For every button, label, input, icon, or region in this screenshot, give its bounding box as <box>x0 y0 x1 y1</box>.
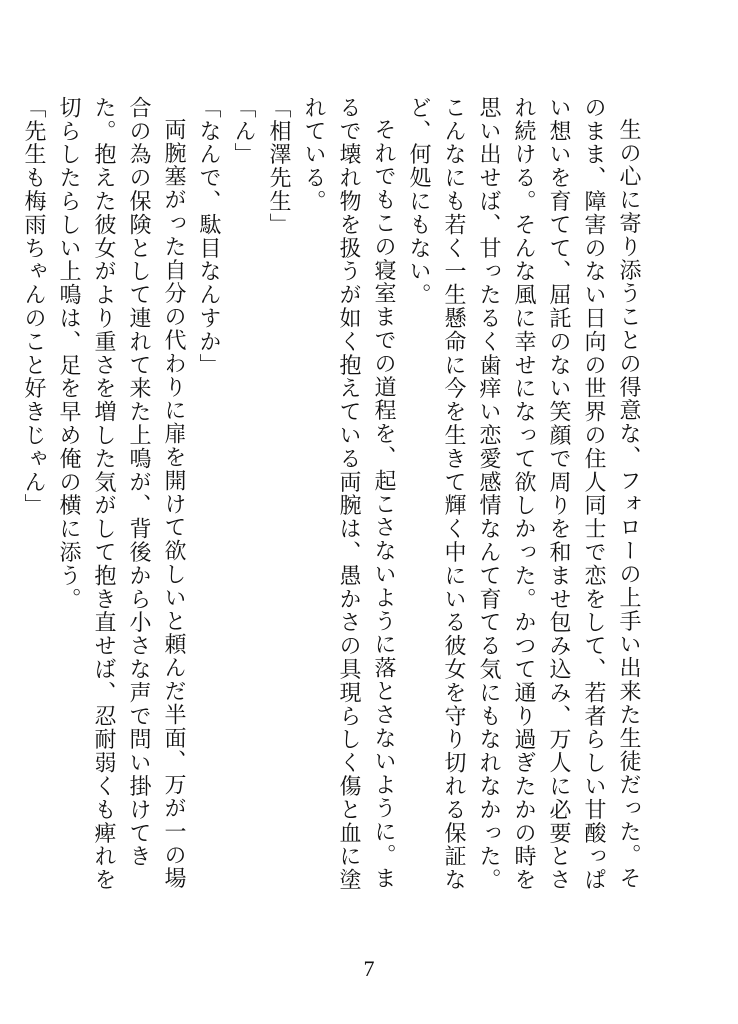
dialogue-line-3: 「なんで、駄目なんすか」 <box>196 96 221 377</box>
page-number: 7 <box>363 956 375 981</box>
vertical-text-body <box>21 96 646 896</box>
paragraph-3: 両腕塞がった自分の代わりに扉を開けて欲しいと頼んだ半面、万が一の場合の為の保険として連れて来た上鳴が、背後から小さな声で問い掛けてきた。抱えた彼女がより重さを増した気がして抱き直せば、忍耐弱くも痺れを切らしたらしい上鳴は、足を早め俺の横に添う。 <box>56 96 186 892</box>
dialogue-line-2: 「ん」 <box>231 96 256 167</box>
dialogue-line-1: 「相澤先生」 <box>266 96 291 237</box>
paragraph-2: それでもこの寝室までの道程を、起こさないように落とさないように。まるで壊れ物を扱うが如く抱えている両腕は、愚かさの具現らしく傷と血に塗れている。 <box>301 96 396 892</box>
dialogue-line-4: 「先生も梅雨ちゃんのこと好きじゃん」 <box>21 96 46 518</box>
paragraph-1: 生の心に寄り添うことの得意な、フォローの上手い出来た生徒だった。そのまま、障害のない日向の世界の住人同士で恋をして、若者らしい甘酸っぱい想いを育てて、屈託のない笑顔で周りを和ませ包み込み、万人に必要とされ続ける。そんな風に幸せになって欲しかった。かつて通り過ぎたかの時を思い出せば、甘ったるく歯痒い恋愛感情なんて育てる気にもなれなかった。こんなにも若く一生懸命に今を生きて輝く中にいる彼女を守り切れる保証など、何処にもない。 <box>406 96 641 892</box>
